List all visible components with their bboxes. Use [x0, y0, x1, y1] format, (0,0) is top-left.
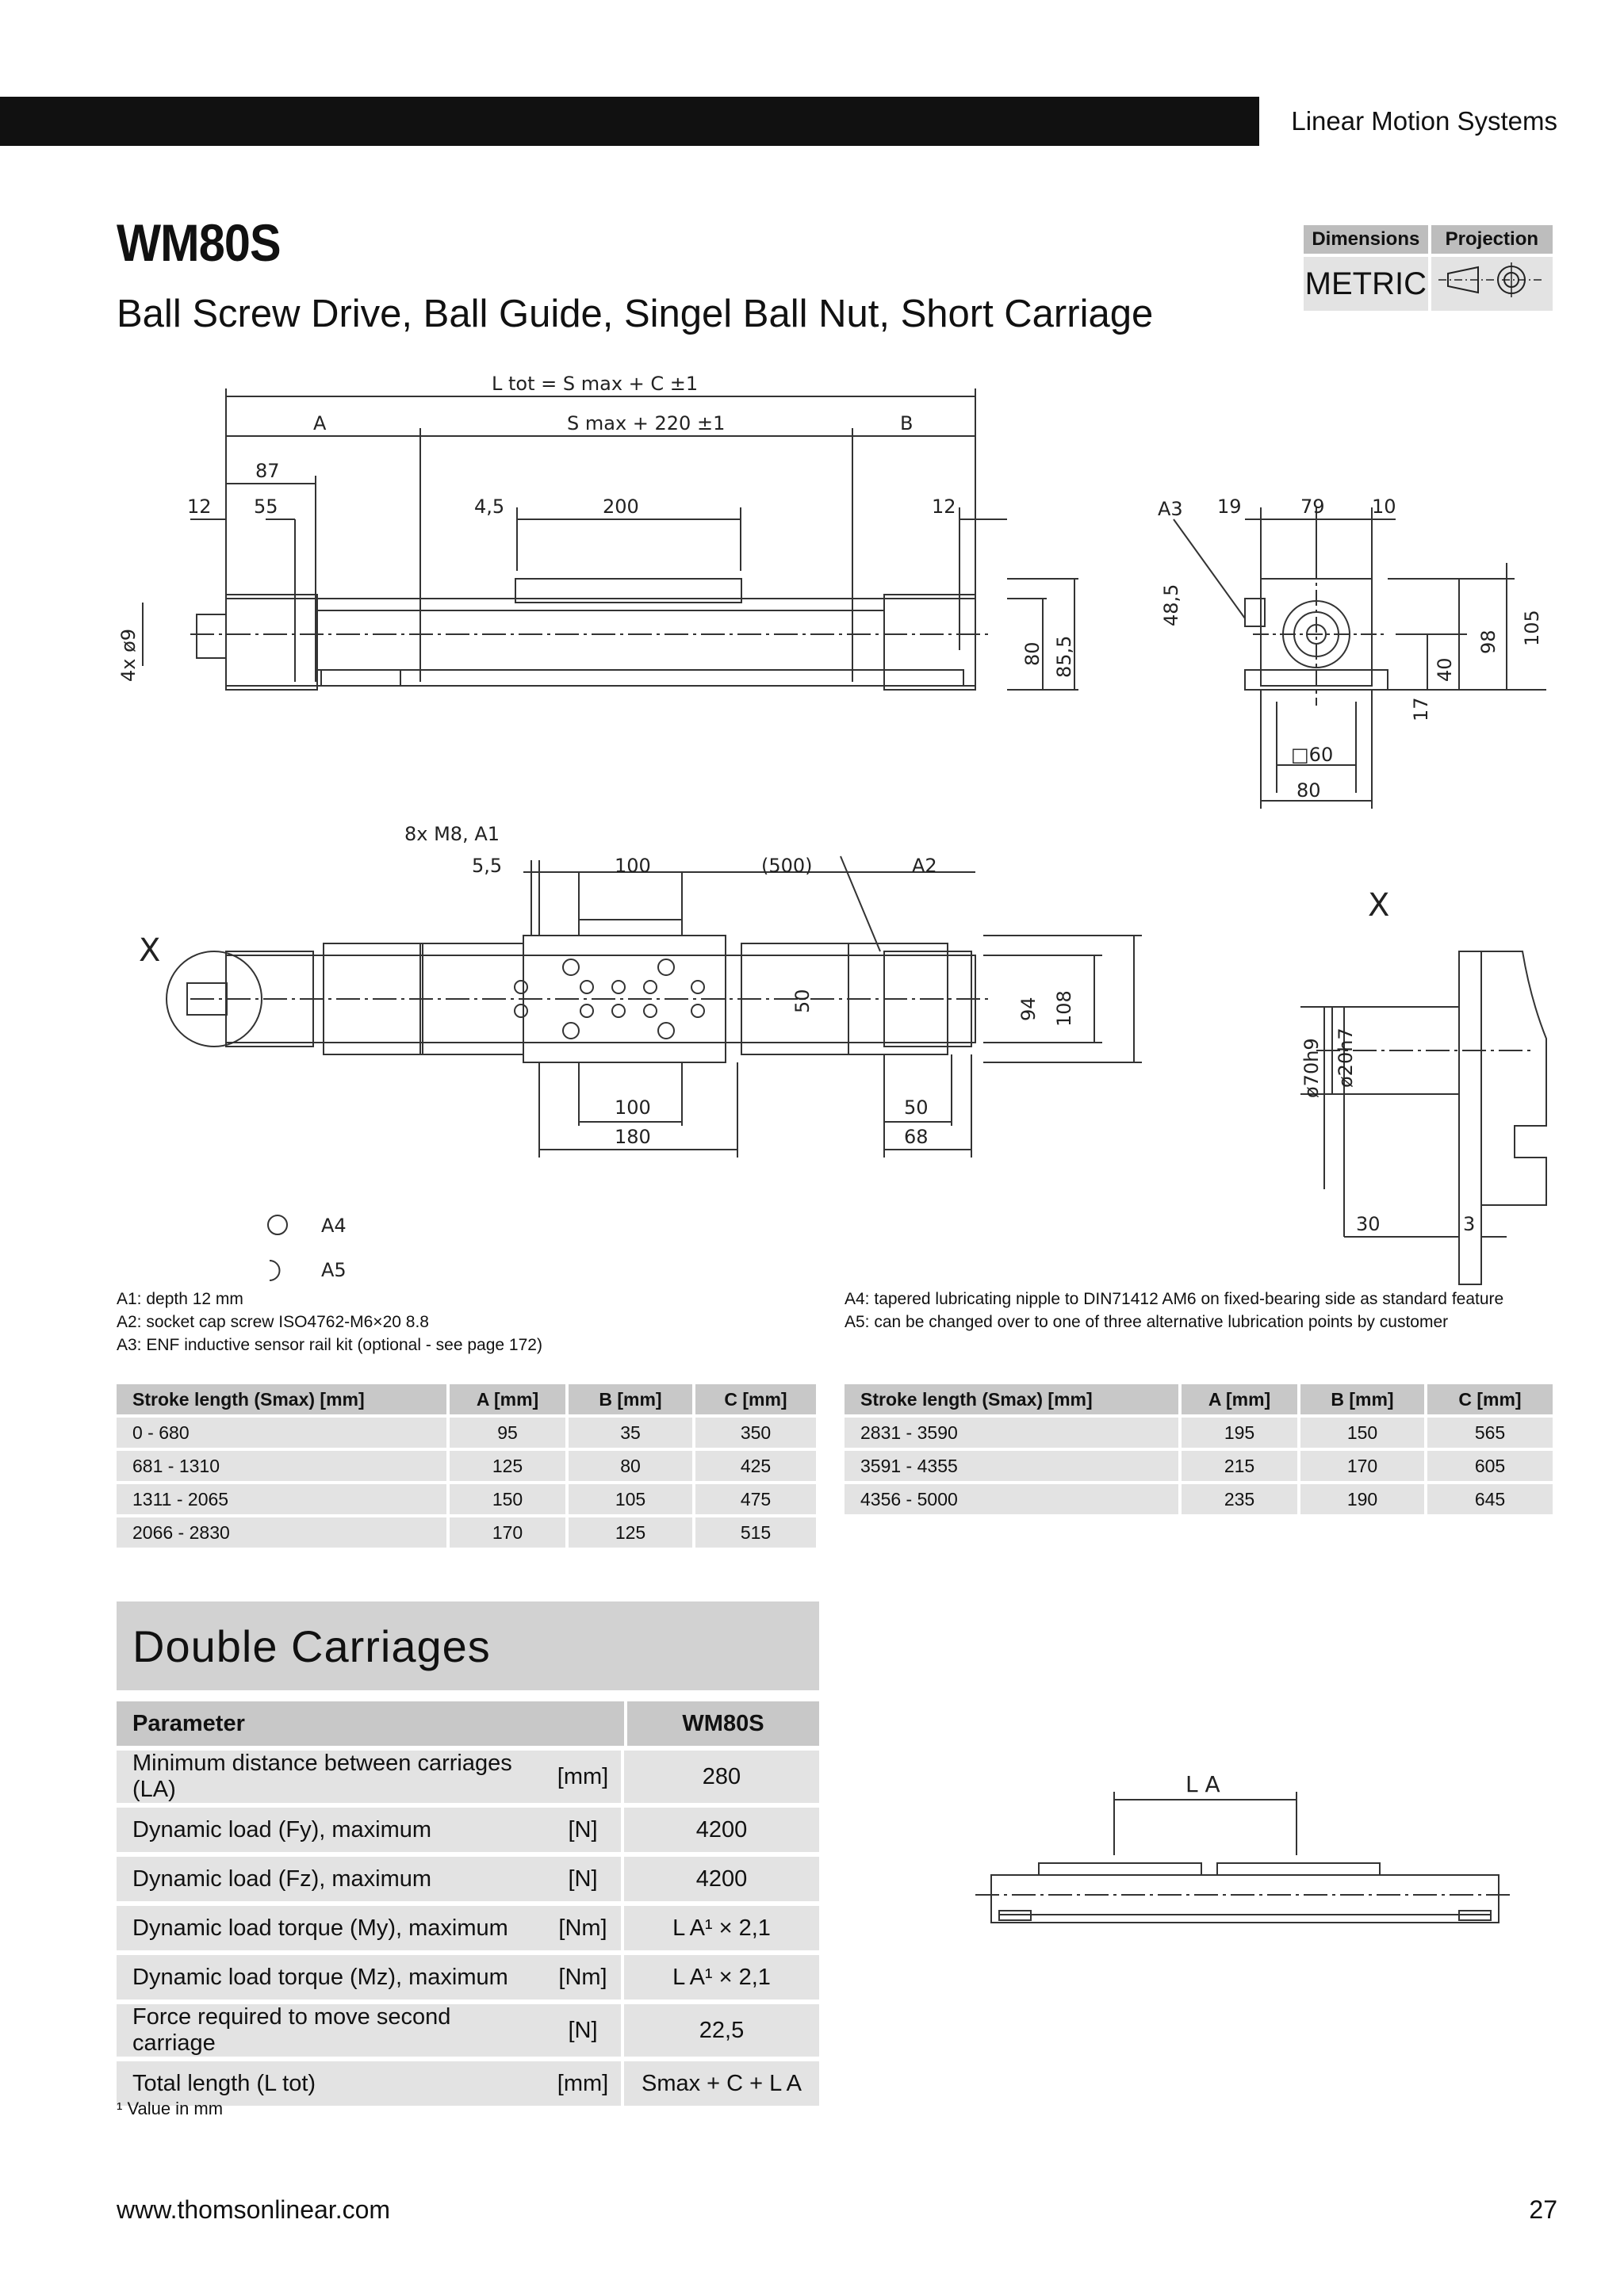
value-cell: L A¹ × 2,1	[624, 1906, 819, 1950]
unit-cell: [mm]	[545, 2061, 624, 2106]
unit-cell: [N]	[545, 2004, 624, 2057]
value-cell: 22,5	[624, 2004, 819, 2057]
cell-b: 35	[569, 1418, 695, 1448]
table-row	[117, 2004, 819, 2057]
table-row	[845, 1484, 1556, 1514]
table-row	[117, 1808, 819, 1852]
header-stroke: Stroke length (Smax) [mm]	[117, 1384, 450, 1414]
header-a: A [mm]	[450, 1384, 569, 1414]
param-cell: Dynamic load torque (Mz), maximum	[117, 1955, 545, 1999]
cell-b: 105	[569, 1484, 695, 1514]
cell-stroke: 681 - 1310	[117, 1451, 450, 1481]
dim-19: 19	[1217, 496, 1242, 518]
section-name: Linear Motion Systems	[1291, 106, 1557, 136]
note-a3: A3: ENF inductive sensor rail kit (optional - see page 172)	[117, 1336, 542, 1354]
cell-stroke: 1311 - 2065	[117, 1484, 450, 1514]
stroke-table-left	[117, 1381, 819, 1551]
note-a5: A5: can be changed over to one of three alternative lubrication points by customer	[845, 1313, 1449, 1331]
cell-a: 235	[1182, 1484, 1300, 1514]
note-a2: A2: socket cap screw ISO4762-M6×20 8.8	[117, 1313, 429, 1331]
table-row	[117, 1857, 819, 1901]
footnote: ¹ Value in mm	[117, 2099, 224, 2118]
cell-c: 565	[1427, 1418, 1556, 1448]
cell-b: 190	[1300, 1484, 1427, 1514]
label-la: L A	[1185, 1771, 1220, 1797]
note-a4: A4: tapered lubricating nipple to DIN71412 AM6 on fixed-bearing side as standard feature	[845, 1290, 1504, 1308]
dim-smax: S max + 220 ±1	[567, 412, 726, 434]
table-row	[117, 1484, 819, 1514]
dim-98: 98	[1477, 629, 1500, 654]
dim-d70: ø70h9	[1300, 1038, 1323, 1098]
dim-50-horizontal: 50	[904, 1096, 929, 1119]
cell-c: 475	[695, 1484, 819, 1514]
label-x-detail: X	[1368, 887, 1390, 924]
table-row	[117, 1955, 819, 1999]
notes-left	[117, 1288, 542, 1357]
table-header-row	[845, 1384, 1556, 1414]
header-a: A [mm]	[1182, 1384, 1300, 1414]
cell-a: 215	[1182, 1451, 1300, 1481]
value-cell: L A¹ × 2,1	[624, 1955, 819, 1999]
dim-10: 10	[1372, 496, 1396, 518]
header-stroke: Stroke length (Smax) [mm]	[845, 1384, 1182, 1414]
table-header-row	[117, 1701, 819, 1746]
product-subtitle: Ball Screw Drive, Ball Guide, Singel Ball Nut, Short Carriage	[117, 293, 1154, 335]
cell-stroke: 2831 - 3590	[845, 1418, 1182, 1448]
cell-stroke: 2066 - 2830	[117, 1517, 450, 1548]
unit-cell: [mm]	[545, 1751, 624, 1803]
dim-85-5: 85,5	[1053, 635, 1075, 678]
table-row	[117, 1418, 819, 1448]
param-cell: Dynamic load (Fy), maximum	[117, 1808, 545, 1852]
header-c: C [mm]	[1427, 1384, 1556, 1414]
metric-label: METRIC	[1304, 257, 1428, 311]
dim-ltot: L tot = S max + C ±1	[492, 373, 699, 395]
param-cell: Total length (L tot)	[117, 2061, 545, 2106]
header-model: WM80S	[624, 1701, 819, 1746]
table-row	[845, 1451, 1556, 1481]
dim-12-right: 12	[932, 496, 956, 518]
dim-17: 17	[1410, 697, 1432, 721]
header-c: C [mm]	[695, 1384, 819, 1414]
first-angle-projection-icon	[1431, 257, 1553, 311]
dim-80-end: 80	[1297, 779, 1321, 802]
unit-cell: [N]	[545, 1808, 624, 1852]
dim-100-bottom: 100	[615, 1096, 651, 1119]
dim-30: 30	[1356, 1213, 1381, 1235]
cell-stroke: 0 - 680	[117, 1418, 450, 1448]
cell-b: 80	[569, 1451, 695, 1481]
dim-a: A	[313, 412, 327, 434]
cell-c: 605	[1427, 1451, 1556, 1481]
table-row	[845, 1418, 1556, 1448]
table-row	[117, 1451, 819, 1481]
dim-square-60: □60	[1291, 744, 1334, 766]
table-row	[117, 1517, 819, 1548]
cell-c: 645	[1427, 1484, 1556, 1514]
cell-b: 125	[569, 1517, 695, 1548]
dim-40: 40	[1434, 657, 1456, 682]
cell-a: 95	[450, 1418, 569, 1448]
table-header-row	[117, 1384, 819, 1414]
dim-200: 200	[603, 496, 639, 518]
dim-105: 105	[1521, 610, 1543, 646]
note-a1: A1: depth 12 mm	[117, 1290, 243, 1308]
header-parameter: Parameter	[117, 1701, 624, 1746]
dimensions-label: Dimensions	[1304, 225, 1428, 254]
cell-b: 170	[1300, 1451, 1427, 1481]
header-b: B [mm]	[569, 1384, 695, 1414]
param-cell: Dynamic load (Fz), maximum	[117, 1857, 545, 1901]
double-carriages-table	[117, 1697, 819, 2110]
dim-100-top: 100	[615, 855, 651, 877]
dim-48-5: 48,5	[1160, 584, 1182, 626]
label-x-left: X	[139, 932, 161, 969]
label-a2: A2	[912, 855, 937, 877]
table-row	[117, 1906, 819, 1950]
dim-79: 79	[1300, 496, 1325, 518]
cell-stroke: 4356 - 5000	[845, 1484, 1182, 1514]
dim-180: 180	[615, 1126, 651, 1148]
header-bar	[0, 97, 1259, 146]
double-carriages-heading: Double Carriages	[132, 1621, 491, 1671]
website-link[interactable]: www.thomsonlinear.com	[117, 2195, 391, 2224]
value-cell: 4200	[624, 1857, 819, 1901]
unit-cell: [Nm]	[545, 1955, 624, 1999]
dim-3: 3	[1463, 1213, 1476, 1235]
dim-12-left: 12	[187, 496, 212, 518]
notes-right	[845, 1288, 1503, 1334]
dim-4-5: 4,5	[474, 496, 505, 518]
dim-500: (500)	[761, 855, 813, 877]
dim-5-5: 5,5	[472, 855, 503, 877]
dim-108: 108	[1053, 990, 1075, 1027]
value-cell: 280	[624, 1751, 819, 1803]
dim-87: 87	[255, 460, 280, 482]
dim-55: 55	[254, 496, 278, 518]
cell-c: 515	[695, 1517, 819, 1548]
cell-c: 350	[695, 1418, 819, 1448]
label-a3: A3	[1158, 498, 1183, 520]
param-cell: Force required to move second carriage	[117, 2004, 545, 2057]
value-cell: Smax + C + L A	[624, 2061, 819, 2106]
dim-50-vertical: 50	[791, 989, 814, 1013]
dim-68: 68	[904, 1126, 929, 1148]
dim-94: 94	[1017, 997, 1040, 1021]
cell-a: 195	[1182, 1418, 1300, 1448]
param-cell: Dynamic load torque (My), maximum	[117, 1906, 545, 1950]
table-row	[117, 1751, 819, 1803]
cell-stroke: 3591 - 4355	[845, 1451, 1182, 1481]
product-title: WM80S	[117, 213, 281, 272]
double-carriages-header	[117, 1601, 819, 1690]
label-a4: A4	[321, 1215, 347, 1237]
unit-cell: [Nm]	[545, 1906, 624, 1950]
dim-holes: 4x ø9	[117, 628, 140, 682]
dim-b: B	[900, 412, 914, 434]
cell-a: 150	[450, 1484, 569, 1514]
param-cell: Minimum distance between carriages (LA)	[117, 1751, 545, 1803]
label-m8: 8x M8, A1	[404, 823, 500, 845]
projection-label: Projection	[1431, 225, 1553, 254]
cell-c: 425	[695, 1451, 819, 1481]
label-a5: A5	[321, 1259, 347, 1281]
cell-a: 170	[450, 1517, 569, 1548]
header-b: B [mm]	[1300, 1384, 1427, 1414]
cell-b: 150	[1300, 1418, 1427, 1448]
value-cell: 4200	[624, 1808, 819, 1852]
page-number: 27	[1529, 2195, 1557, 2224]
unit-cell: [N]	[545, 1857, 624, 1901]
dimension-box	[1300, 222, 1556, 314]
stroke-table-right	[845, 1381, 1556, 1517]
cell-a: 125	[450, 1451, 569, 1481]
dim-d20: ø20h7	[1335, 1027, 1357, 1088]
dim-80: 80	[1021, 641, 1044, 666]
